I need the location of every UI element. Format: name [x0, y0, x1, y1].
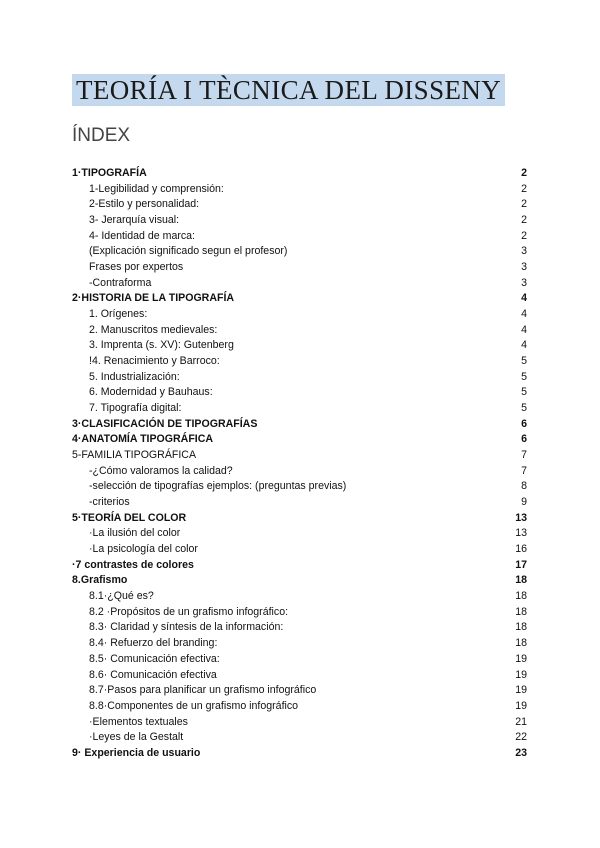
toc-entry-page-number: 19: [515, 668, 527, 681]
toc-entry[interactable]: [72, 338, 527, 354]
toc-entry[interactable]: [72, 511, 527, 527]
toc-entry-page-number: 16: [515, 543, 527, 556]
toc-entry-label: 1-Legibilidad y comprensión:: [89, 182, 224, 195]
toc-entry-label: 8.8·Componentes de un grafismo infográfico: [89, 699, 299, 712]
toc-entry[interactable]: [72, 182, 527, 198]
toc-entry-label: ·Leyes de la Gestalt: [89, 731, 184, 744]
toc-entry-label: 1. Orígenes:: [89, 308, 148, 321]
toc-entry[interactable]: [72, 526, 527, 542]
toc-entry[interactable]: [72, 291, 527, 307]
toc-entry-label: 2·HISTORIA DE LA TIPOGRAFÍA: [72, 292, 235, 305]
toc-entry[interactable]: [72, 636, 527, 652]
toc-entry-page-number: 18: [515, 621, 527, 634]
toc-entry-label: 4·ANATOMÍA TIPOGRÁFICA: [72, 433, 214, 446]
toc-entry-label: 9· Experiencia de usuario: [72, 746, 201, 759]
toc-entry-page-number: 2: [521, 229, 527, 242]
toc-entry-page-number: 3: [521, 261, 527, 274]
toc-entry-page-number: 7: [521, 449, 527, 462]
toc-entry[interactable]: [72, 385, 527, 401]
toc-entry-label: 3- Jerarquía visual:: [89, 214, 180, 227]
toc-entry-label: 8.3· Claridad y síntesis de la información:: [89, 621, 284, 634]
toc-entry[interactable]: [72, 401, 527, 417]
toc-entry-label: 8.7·Pasos para planificar un grafismo infográfico: [89, 684, 317, 697]
toc-entry-label: 4- Identidad de marca:: [89, 229, 195, 242]
toc-entry-label: ·La psicología del color: [89, 543, 198, 556]
toc-entry-page-number: 13: [515, 511, 527, 524]
document-title: TEORÍA I TÈCNICA DEL DISSENY: [72, 74, 505, 106]
toc-entry[interactable]: [72, 652, 527, 668]
toc-entry-label: -selección de tipografías ejemplos: (preguntas previas): [89, 480, 347, 493]
toc-entry-page-number: 2: [521, 167, 527, 179]
toc-entry-page-number: 5: [521, 355, 527, 368]
toc-entry-page-number: 18: [515, 637, 527, 650]
toc-entry-label: 8.4· Refuerzo del branding:: [89, 637, 218, 650]
toc-entry[interactable]: [72, 197, 527, 213]
toc-entry[interactable]: [72, 683, 527, 699]
toc-entry-label: Frases por expertos: [89, 261, 184, 274]
toc-entry[interactable]: [72, 715, 527, 731]
toc-entry-label: 8.2 ·Propósitos de un grafismo infográfico:: [89, 605, 289, 618]
toc-entry-label: -¿Cómo valoramos la calidad?: [89, 464, 233, 477]
toc-entry[interactable]: [72, 448, 527, 464]
toc-entry-page-number: 4: [521, 308, 527, 321]
toc-entry-page-number: 23: [515, 746, 527, 759]
toc-entry-page-number: 5: [521, 386, 527, 399]
toc-entry-label: (Explicación significado segun el profesor): [89, 245, 288, 258]
toc-entry[interactable]: [72, 244, 527, 260]
toc-entry-page-number: 4: [521, 339, 527, 352]
toc-entry-page-number: 21: [515, 715, 527, 728]
toc-entry[interactable]: [72, 589, 527, 605]
toc-entry[interactable]: [72, 229, 527, 245]
toc-entry-label: 8.5· Comunicación efectiva:: [89, 652, 220, 665]
toc-entry-page-number: 2: [521, 182, 527, 195]
index-heading: ÍNDEX: [72, 125, 131, 146]
toc-entry-page-number: 2: [521, 214, 527, 227]
table-of-contents: [72, 166, 527, 762]
toc-entry[interactable]: [72, 370, 527, 386]
toc-entry[interactable]: [72, 495, 527, 511]
toc-entry-label: ·Elementos textuales: [89, 715, 188, 728]
toc-entry[interactable]: [72, 417, 527, 433]
toc-entry-page-number: 19: [515, 699, 527, 712]
toc-entry-page-number: 8: [521, 480, 527, 493]
toc-entry[interactable]: [72, 746, 527, 762]
toc-entry[interactable]: [72, 699, 527, 715]
toc-entry-page-number: 18: [515, 574, 527, 587]
toc-entry[interactable]: [72, 479, 527, 495]
toc-entry-page-number: 7: [521, 464, 527, 477]
toc-entry-page-number: 4: [521, 292, 527, 305]
toc-entry-label: 6. Modernidad y Bauhaus:: [89, 386, 213, 399]
toc-entry[interactable]: [72, 464, 527, 480]
toc-entry-label: 3·CLASIFICACIÓN DE TIPOGRAFÍAS: [72, 417, 258, 430]
toc-entry-page-number: 19: [515, 652, 527, 665]
toc-entry-page-number: 5: [521, 402, 527, 415]
toc-entry-page-number: 17: [515, 558, 527, 571]
toc-entry-label: -Contraforma: [89, 276, 152, 289]
toc-entry[interactable]: [72, 213, 527, 229]
toc-entry[interactable]: [72, 260, 527, 276]
toc-entry-label: 5. Industrialización:: [89, 370, 180, 383]
toc-entry[interactable]: [72, 558, 527, 574]
toc-entry-label: 2. Manuscritos medievales:: [89, 323, 218, 336]
toc-entry[interactable]: [72, 730, 527, 746]
toc-entry-label: 5-FAMILIA TIPOGRÁFICA: [72, 449, 197, 462]
toc-entry-label: ·La ilusión del color: [89, 527, 181, 540]
toc-entry-label: 3. Imprenta (s. XV): Gutenberg: [89, 339, 234, 352]
toc-entry[interactable]: [72, 276, 527, 292]
toc-entry-page-number: 3: [521, 245, 527, 258]
toc-entry-page-number: 4: [521, 323, 527, 336]
toc-entry-page-number: 2: [521, 198, 527, 211]
toc-entry-label: 8.6· Comunicación efectiva: [89, 668, 217, 681]
toc-entry-page-number: 5: [521, 370, 527, 383]
toc-entry[interactable]: [72, 432, 527, 448]
toc-entry[interactable]: [72, 166, 527, 182]
toc-entry-page-number: 6: [521, 433, 527, 446]
toc-entry-label: -criterios: [89, 496, 130, 509]
toc-entry-page-number: 18: [515, 605, 527, 618]
toc-entry-label: 8.Grafismo: [72, 574, 128, 587]
toc-entry-page-number: 19: [515, 684, 527, 697]
toc-entry-label: 5·TEORÍA DEL COLOR: [72, 511, 187, 524]
toc-entry-label: !4. Renacimiento y Barroco:: [89, 355, 220, 368]
toc-entry[interactable]: [72, 307, 527, 323]
toc-entry[interactable]: [72, 323, 527, 339]
toc-entry-label: ·7 contrastes de colores: [72, 558, 194, 571]
toc-entry-page-number: 6: [521, 417, 527, 430]
toc-entry-label: 2-Estilo y personalidad:: [89, 198, 200, 211]
toc-entry-page-number: 22: [515, 731, 527, 744]
toc-entry[interactable]: [72, 542, 527, 558]
toc-entry-label: 7. Tipografía digital:: [89, 402, 182, 415]
toc-entry-label: 8.1·¿Qué es?: [89, 590, 154, 603]
toc-entry-page-number: 18: [515, 590, 527, 603]
toc-entry-label: 1·TIPOGRAFÍA: [72, 167, 147, 179]
toc-entry[interactable]: [72, 668, 527, 684]
toc-entry-page-number: 13: [515, 527, 527, 540]
toc-entry[interactable]: [72, 354, 527, 370]
toc-entry[interactable]: [72, 605, 527, 621]
toc-entry-page-number: 3: [521, 276, 527, 289]
toc-entry[interactable]: [72, 620, 527, 636]
toc-entry-page-number: 9: [521, 496, 527, 509]
toc-entry[interactable]: [72, 573, 527, 589]
